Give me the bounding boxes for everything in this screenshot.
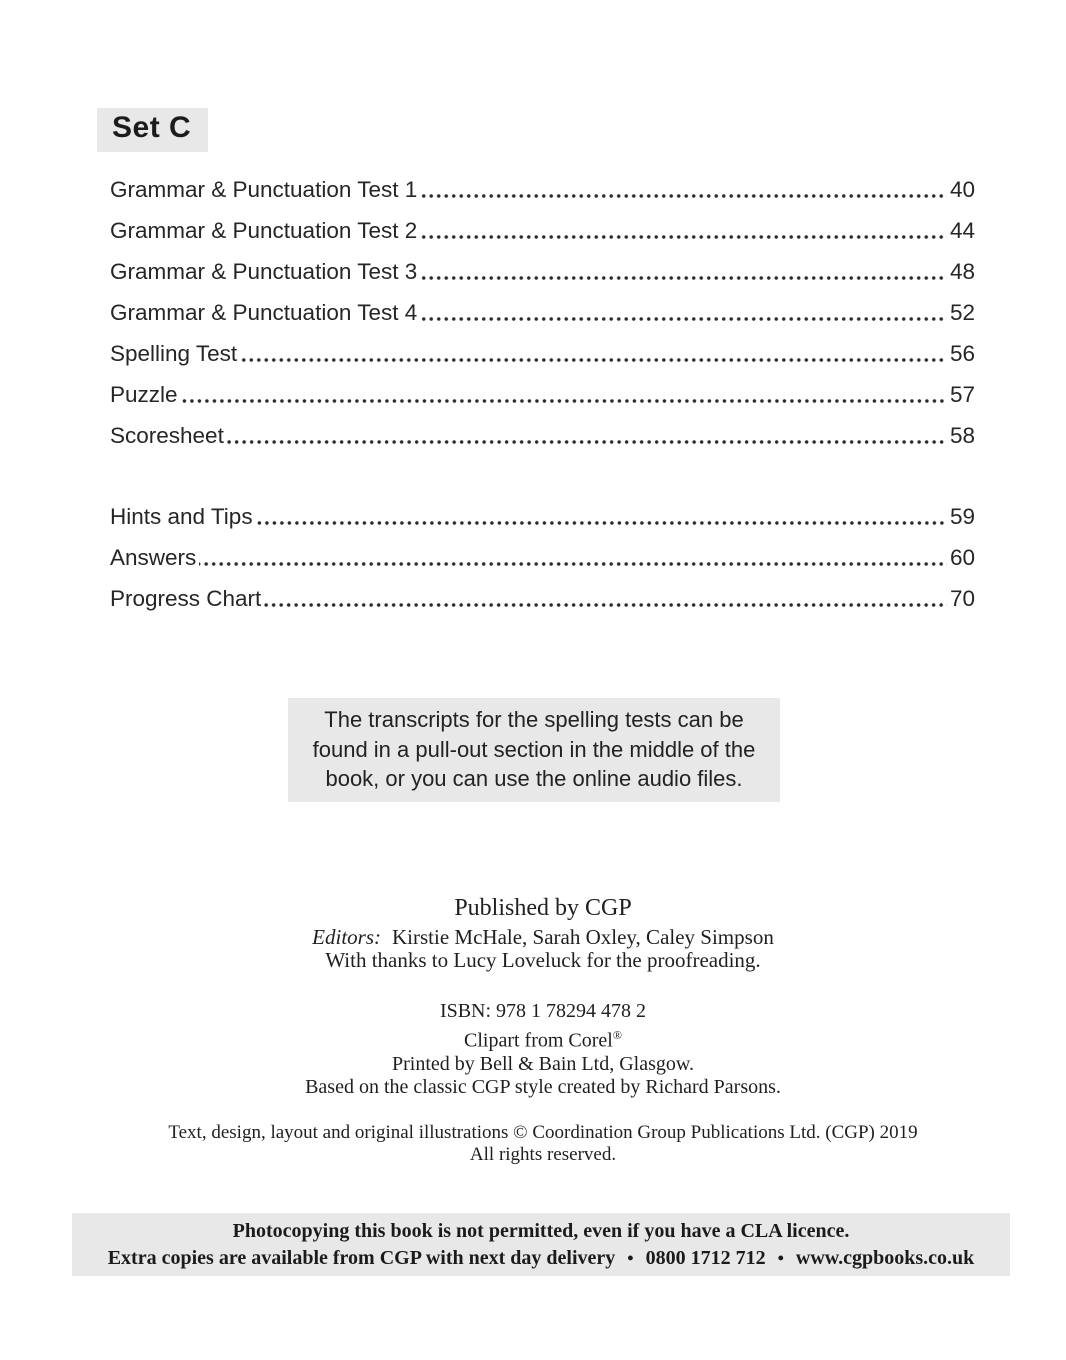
spelling-transcripts-note	[288, 698, 780, 802]
toc-entry-title: Hints and Tips	[110, 504, 253, 530]
toc-page-number: 52	[949, 300, 975, 326]
toc-row	[110, 161, 975, 202]
publisher-block	[20, 893, 1066, 972]
style-credit-line: Based on the classic CGP style created by Richard Parsons.	[305, 1076, 781, 1099]
toc-page-number: 44	[949, 218, 975, 244]
toc-page-number: 40	[949, 177, 975, 203]
bullet-separator: •	[627, 1248, 634, 1268]
toc-page-number: 59	[949, 504, 975, 530]
toc-leader-dots	[181, 399, 947, 403]
toc-entry-title: Grammar & Punctuation Test 2	[110, 218, 418, 244]
toc-leader-dots	[199, 562, 947, 566]
footer-phone: 0800 1712 712	[645, 1247, 766, 1269]
toc-row	[110, 202, 975, 243]
toc-leader-dots	[420, 317, 947, 321]
toc-entry-title: Grammar & Punctuation Test 4	[110, 300, 418, 326]
toc-entry-title: Puzzle	[110, 382, 178, 408]
toc-row	[110, 570, 975, 611]
toc-page-number: 60	[949, 545, 975, 571]
toc-leader-dots	[256, 521, 947, 525]
editors-names: Kirstie McHale, Sarah Oxley, Caley Simpson	[392, 925, 774, 949]
editors-label: Editors:	[312, 925, 381, 949]
note-line: The transcripts for the spelling tests can be	[324, 707, 744, 732]
toc-leader-dots	[264, 603, 947, 607]
toc-row	[110, 366, 975, 407]
print-details-block	[20, 1000, 1066, 1100]
toc-entry-title: Grammar & Punctuation Test 1	[110, 177, 418, 203]
toc-entry-title: Answers	[110, 545, 197, 571]
toc-page-number: 56	[949, 341, 975, 367]
toc-row	[110, 529, 975, 570]
toc-leader-dots	[420, 235, 947, 239]
toc-page-number: 48	[949, 259, 975, 285]
contact-line	[72, 1245, 1010, 1272]
toc-leader-dots	[227, 440, 947, 444]
toc-page-number: 57	[949, 382, 975, 408]
registered-mark: ®	[612, 1027, 622, 1042]
section-heading: Set C	[97, 108, 208, 152]
note-line: found in a pull-out section in the middle of the	[312, 736, 756, 762]
editors-line	[20, 926, 1066, 949]
rights-line: All rights reserved.	[469, 1144, 617, 1165]
note-line: book, or you can use the online audio files.	[325, 766, 743, 791]
toc-entry-title: Spelling Test	[110, 341, 238, 367]
toc-general	[110, 488, 975, 611]
isbn-line: ISBN: 978 1 78294 478 2	[439, 1000, 647, 1022]
toc-row	[110, 325, 975, 366]
toc-leader-dots	[420, 276, 947, 280]
toc-row	[110, 407, 975, 448]
toc-entry-title: Progress Chart	[110, 586, 262, 612]
proofreading-credit-line: With thanks to Lucy Loveluck for the proofreading.	[325, 948, 761, 972]
bullet-separator: •	[777, 1248, 784, 1268]
photocopy-notice-line: Photocopying this book is not permitted, even if you have a CLA licence.	[232, 1220, 850, 1242]
copyright-block	[20, 1122, 1066, 1166]
footer-notice-bar	[72, 1213, 1010, 1276]
clipart-line: Clipart from Corel®	[464, 1027, 622, 1052]
toc-row	[110, 488, 975, 529]
extra-copies-text: Extra copies are available from CGP with next day delivery	[107, 1247, 616, 1269]
toc-set-c	[110, 161, 975, 448]
toc-entry-title: Scoresheet	[110, 423, 224, 449]
toc-entry-title: Grammar & Punctuation Test 3	[110, 259, 418, 285]
toc-leader-dots	[240, 358, 947, 362]
toc-leader-dots	[420, 194, 947, 198]
published-by-line: Published by CGP	[454, 895, 632, 921]
toc-page-number: 70	[949, 586, 975, 612]
toc-page-number: 58	[949, 423, 975, 449]
footer-website: www.cgpbooks.co.uk	[795, 1247, 975, 1269]
toc-row	[110, 284, 975, 325]
printed-by-line: Printed by Bell & Bain Ltd, Glasgow.	[391, 1052, 694, 1075]
copyright-line: Text, design, layout and original illustrations © Coordination Group Publications Ltd. (CGP) 2019	[168, 1122, 918, 1143]
toc-row	[110, 243, 975, 284]
